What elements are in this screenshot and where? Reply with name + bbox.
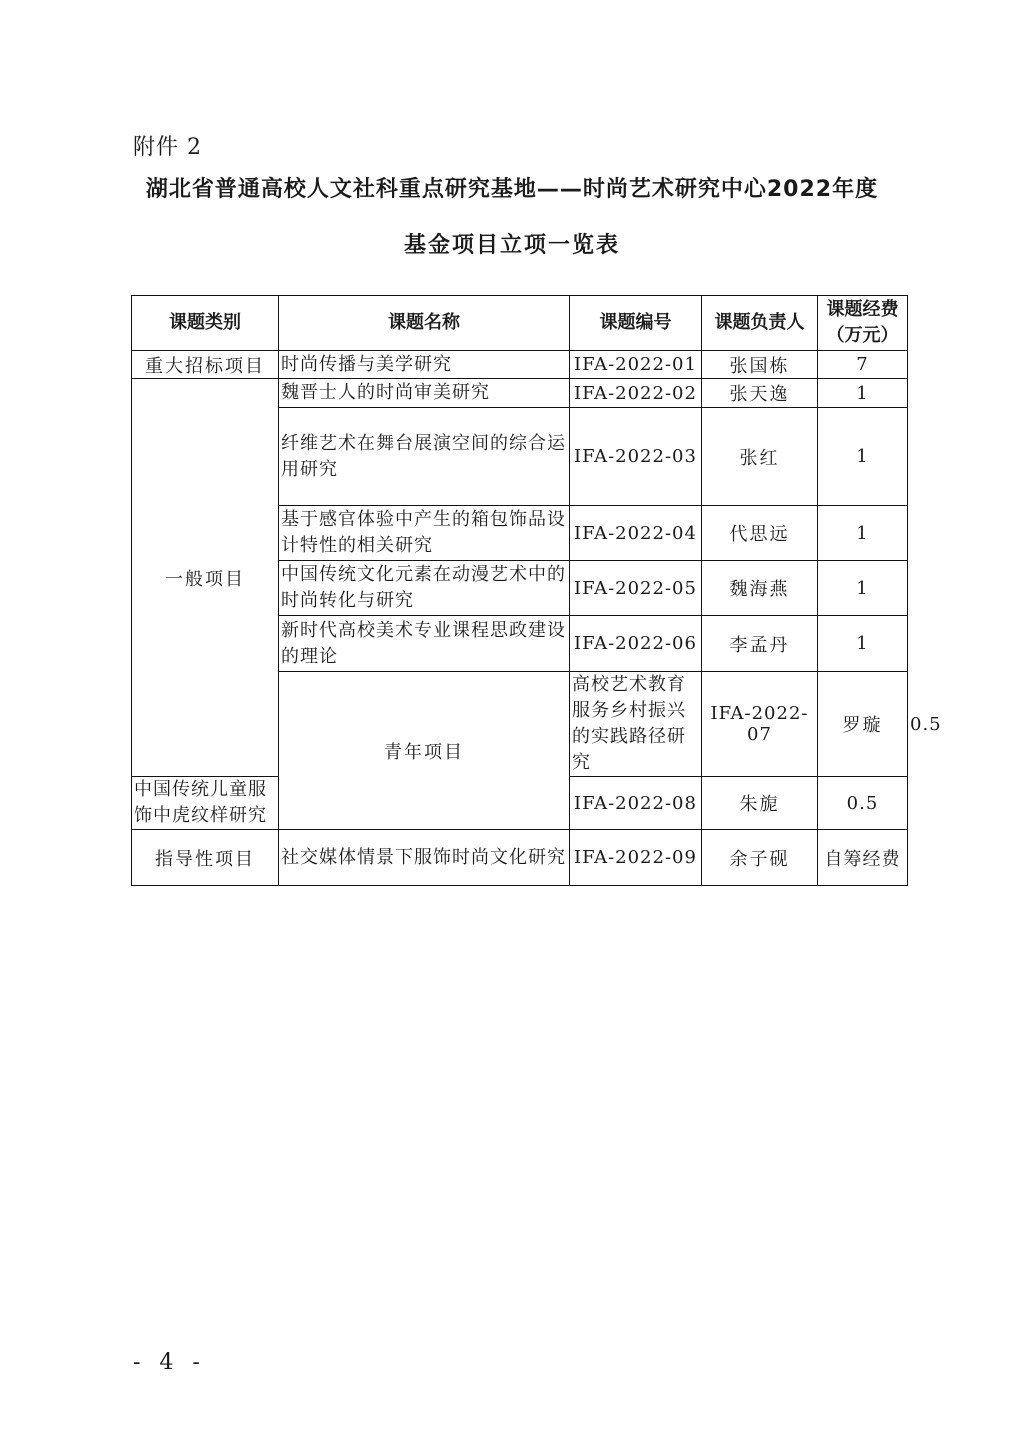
project-code-cell: IFA-2022-03 (570, 408, 702, 506)
project-name-cell: 纤维艺术在舞台展演空间的综合运用研究 (279, 408, 570, 506)
project-funding-cell: 7 (818, 351, 908, 379)
table-row: 青年项目 高校艺术教育服务乡村振兴的实践路径研究 IFA-2022-07 罗璇 0.5 (132, 672, 908, 777)
project-leader-cell: 张天逸 (702, 379, 818, 408)
project-name-cell: 高校艺术教育服务乡村振兴的实践路径研究 (570, 672, 702, 777)
header-category: 课题类别 (132, 296, 279, 351)
project-code-cell: IFA-2022-05 (570, 561, 702, 616)
project-code-cell: IFA-2022-06 (570, 616, 702, 672)
header-funding (818, 296, 908, 351)
document-title: 湖北省普通高校人文社科重点研究基地——时尚艺术研究中心2022年度 (145, 177, 879, 202)
project-name-cell: 魏晋士人的时尚审美研究 (279, 379, 570, 408)
project-funding-cell: 1 (818, 616, 908, 672)
project-name-cell: 中国传统文化元素在动漫艺术中的时尚转化与研究 (279, 561, 570, 616)
project-funding-cell: 1 (818, 408, 908, 506)
project-code-cell: IFA-2022-07 (702, 672, 818, 777)
project-leader-cell: 魏海燕 (702, 561, 818, 616)
project-code-cell: IFA-2022-09 (570, 830, 702, 886)
project-leader-cell: 余子砚 (702, 830, 818, 886)
project-code-cell: IFA-2022-01 (570, 351, 702, 379)
project-funding-cell: 1 (818, 561, 908, 616)
header-name: 课题名称 (279, 296, 570, 351)
project-funding-cell: 自筹经费 (818, 830, 908, 886)
category-cell-major: 重大招标项目 (132, 351, 279, 379)
header-code: 课题编号 (570, 296, 702, 351)
project-code-cell: IFA-2022-04 (570, 506, 702, 561)
project-leader-cell: 张红 (702, 408, 818, 506)
project-name-cell: 中国传统儿童服饰中虎纹样研究 (132, 777, 279, 830)
project-funding-cell: 0.5 (818, 777, 908, 830)
category-cell-guiding: 指导性项目 (132, 830, 279, 886)
table-header-row (132, 296, 908, 351)
header-funding-line2: （万元） (826, 325, 899, 346)
project-leader-cell: 罗璇 (818, 672, 908, 777)
page-number: - 4 - (133, 1350, 206, 1375)
project-code-cell: IFA-2022-02 (570, 379, 702, 408)
project-leader-cell: 张国栋 (702, 351, 818, 379)
project-funding-cell: 1 (818, 506, 908, 561)
project-name-cell: 社交媒体情景下服饰时尚文化研究 (279, 830, 570, 886)
category-cell-general: 一般项目 (132, 379, 279, 777)
category-cell-youth: 青年项目 (279, 672, 570, 830)
header-leader: 课题负责人 (702, 296, 818, 351)
table-row (132, 830, 908, 886)
project-leader-cell: 李孟丹 (702, 616, 818, 672)
project-name-cell: 新时代高校美术专业课程思政建设的理论 (279, 616, 570, 672)
table-row (132, 379, 908, 408)
project-code-cell: IFA-2022-08 (570, 777, 702, 830)
project-leader-cell: 代思远 (702, 506, 818, 561)
project-leader-cell: 朱旎 (702, 777, 818, 830)
project-table (131, 295, 942, 886)
attachment-label: 附件 2 (133, 135, 202, 160)
header-funding-line1: 课题经费 (826, 299, 899, 320)
document-subtitle: 基金项目立项一览表 (403, 233, 620, 258)
project-funding-cell: 1 (818, 379, 908, 408)
project-name-cell: 时尚传播与美学研究 (279, 351, 570, 379)
table-row (132, 351, 908, 379)
project-name-cell: 基于感官体验中产生的箱包饰品设计特性的相关研究 (279, 506, 570, 561)
